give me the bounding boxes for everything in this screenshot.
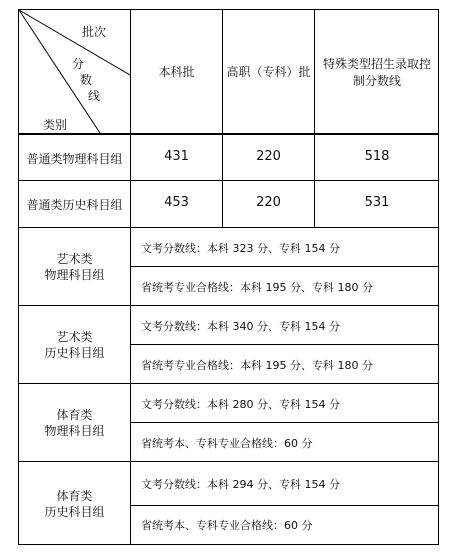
sports-history-pro-line: 省统考本、专科专业合格线：60 分 xyxy=(141,519,313,532)
row-history-vocational: 220 xyxy=(256,195,281,210)
art-history-label-1: 艺术类 xyxy=(56,330,93,344)
art-physics-pro-line: 省统考专业合格线：本科 195 分、专科 180 分 xyxy=(141,281,373,294)
sports-physics-label-2: 物理科目组 xyxy=(44,424,105,438)
corner-batch-label: 批次 xyxy=(82,25,107,39)
art-physics-label-2: 物理科目组 xyxy=(44,268,105,282)
row-history-special: 531 xyxy=(364,195,390,210)
sports-physics-pro-line: 省统考本、专科专业合格线：60 分 xyxy=(141,437,313,450)
header-undergrad: 本科批 xyxy=(158,65,195,79)
art-history-culture-line: 文考分数线：本科 340 分、专科 154 分 xyxy=(141,320,340,333)
sports-history-label-2: 历史科目组 xyxy=(44,505,105,519)
row-physics-special: 518 xyxy=(364,149,390,164)
corner-score-label-1: 分 xyxy=(72,57,85,71)
corner-score-label-3: 线 xyxy=(88,89,101,103)
sports-physics-label-1: 体育类 xyxy=(56,408,93,422)
header-special-line1: 特殊类型招生录取控 xyxy=(322,57,431,71)
row-physics-undergrad: 431 xyxy=(164,149,189,164)
sports-physics-culture-line: 文考分数线：本科 280 分、专科 154 分 xyxy=(141,398,340,411)
row-physics-label: 普通类物理科目组 xyxy=(26,152,123,166)
art-history-label-2: 历史科目组 xyxy=(44,346,105,360)
corner-score-label-2: 数 xyxy=(80,73,93,87)
sports-history-culture-line: 文考分数线：本科 294 分、专科 154 分 xyxy=(141,478,340,491)
row-physics-vocational: 220 xyxy=(256,149,281,164)
header-vocational: 高职（专科）批 xyxy=(226,65,311,79)
sports-history-label-1: 体育类 xyxy=(56,489,93,503)
header-special-line2: 制分数线 xyxy=(352,74,401,88)
art-physics-culture-line: 文考分数线：本科 323 分、专科 154 分 xyxy=(141,242,340,255)
corner-category-label: 类别 xyxy=(43,118,68,132)
art-history-pro-line: 省统考专业合格线：本科 195 分、专科 180 分 xyxy=(141,359,373,372)
row-history-undergrad: 453 xyxy=(164,195,189,210)
art-physics-label-1: 艺术类 xyxy=(56,252,93,266)
row-history-label: 普通类历史科目组 xyxy=(26,198,123,212)
